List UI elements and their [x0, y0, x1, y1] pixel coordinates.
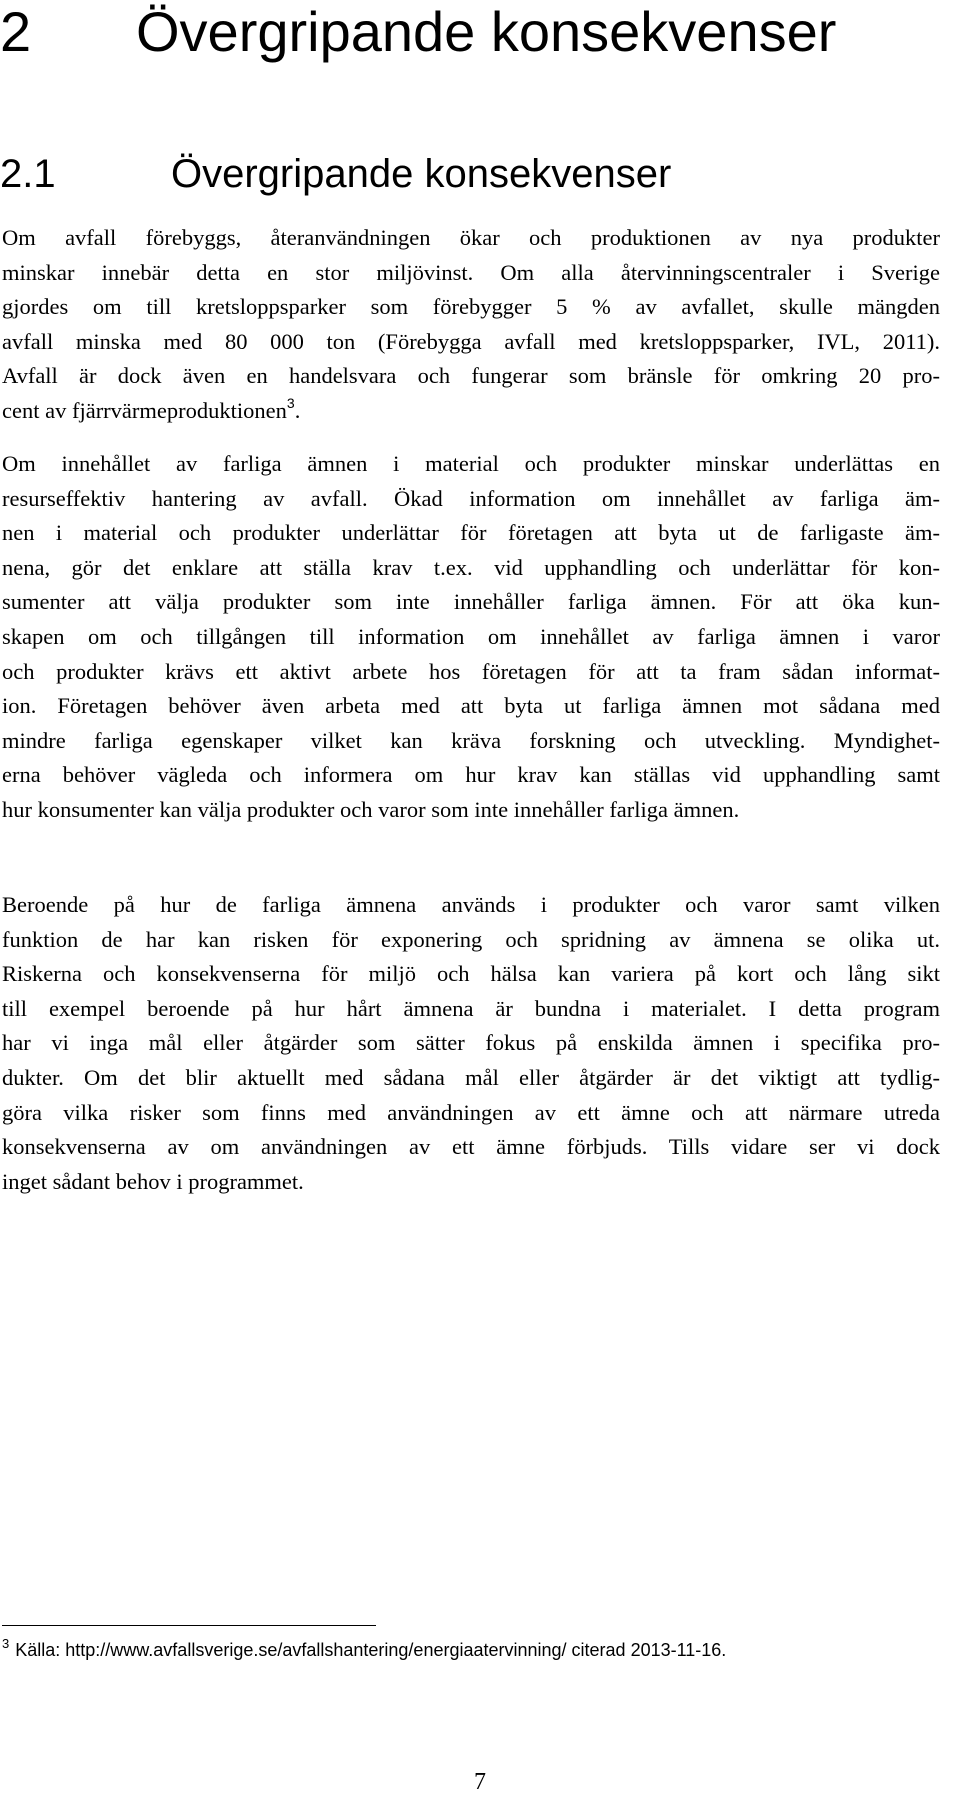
text-line: avfall minska med 80 000 ton (Förebygga avfall med kretsloppsparker, IVL, 2011). — [2, 328, 940, 354]
chapter-title: Övergripande konsekvenser — [136, 0, 837, 63]
text-line: göra vilka risker som finns med användningen av ett ämne och att närmare utreda — [2, 1099, 940, 1125]
text-line: resurseffektiv hantering av avfall. Ökad information om innehållet av farliga äm- — [2, 485, 940, 511]
text-line: nena, gör det enklare att ställa krav t.ex. vid upphandling och underlättar för kon- — [2, 554, 940, 580]
text-line-last — [2, 394, 940, 429]
text-line: ion. Företagen behöver även arbeta med att byta ut farliga ämnen mot sådana med — [2, 693, 940, 719]
text-line: nen i material och produkter underlättar för företagen att byta ut de farligaste äm- — [2, 520, 940, 546]
paragraph-3 — [2, 888, 940, 1199]
sentence-end: . — [294, 397, 301, 423]
footnote-reference[interactable]: 3 — [286, 394, 295, 411]
chapter-number: 2 — [0, 0, 32, 63]
page-number: 7 — [474, 1769, 486, 1795]
footnote-separator — [2, 1625, 376, 1626]
text-line: till exempel beroende på hur hårt ämnena är bundna i materialet. I detta program — [2, 995, 940, 1021]
text-line: erna behöver vägleda och informera om hur krav kan ställas vid upphandling samt — [2, 762, 940, 788]
text-line: Om avfall förebyggs, återanvändningen ökar och produktionen av nya produkter — [2, 225, 940, 250]
text-line: dukter. Om det blir aktuellt med sådana mål eller åtgärder är det viktigt att tydlig- — [2, 1064, 940, 1090]
text-line: mindre farliga egenskaper vilket kan kräva forskning och utveckling. Myndighet- — [2, 727, 940, 753]
text-line: hur konsumenter kan välja produkter och varor som inte innehåller farliga ämnen. — [2, 796, 740, 822]
text-line: cent av fjärrvärmeproduktionen — [2, 397, 287, 423]
section-title: Övergripande konsekvenser — [171, 152, 672, 196]
text-line: skapen om och tillgången till information om innehållet av farliga ämnen i varor — [2, 623, 940, 649]
text-line: Beroende på hur de farliga ämnena används i produkter och varor samt vilken — [2, 892, 940, 917]
text-line: funktion de har kan risken för exponering och spridning av ämnena se olika ut. — [2, 926, 940, 952]
text-line: inget sådant behov i programmet. — [2, 1168, 304, 1194]
footnote — [2, 1638, 726, 1662]
section-heading — [0, 150, 671, 198]
footnote-mark: 3 — [2, 1636, 10, 1651]
text-line: Avfall är dock även en handelsvara och fungerar som bränsle för omkring 20 pro- — [2, 363, 940, 389]
text-line: gjordes om till kretsloppsparker som förebygger 5 % av avfallet, skulle mängden — [2, 294, 940, 320]
text-line: har vi inga mål eller åtgärder som sätter fokus på enskilda ämnen i specifika pro- — [2, 1030, 940, 1056]
text-line: och produkter krävs ett aktivt arbete hos företagen för att ta fram sådan informat- — [2, 658, 940, 684]
paragraph-2 — [2, 447, 940, 828]
footnote-text: Källa: http://www.avfallsverige.se/avfallshantering/energiaatervinning/ citerad 2013-11-16. — [15, 1640, 727, 1660]
text-line: minskar innebär detta en stor miljövinst. Om alla återvinningscentraler i Sverige — [2, 259, 940, 285]
text-line: Riskerna och konsekvenserna för miljö och hälsa kan variera på kort och lång sikt — [2, 961, 940, 987]
text-line: Om innehållet av farliga ämnen i material och produkter minskar underlättas en — [2, 451, 940, 476]
text-line: konsekvenserna av om användningen av ett ämne förbjuds. Tills vidare ser vi dock — [2, 1134, 940, 1160]
paragraph-1 — [2, 221, 940, 429]
chapter-heading — [0, 0, 836, 64]
text-line: sumenter att välja produkter som inte innehåller farliga ämnen. För att öka kun- — [2, 589, 940, 615]
section-number: 2.1 — [0, 152, 56, 196]
